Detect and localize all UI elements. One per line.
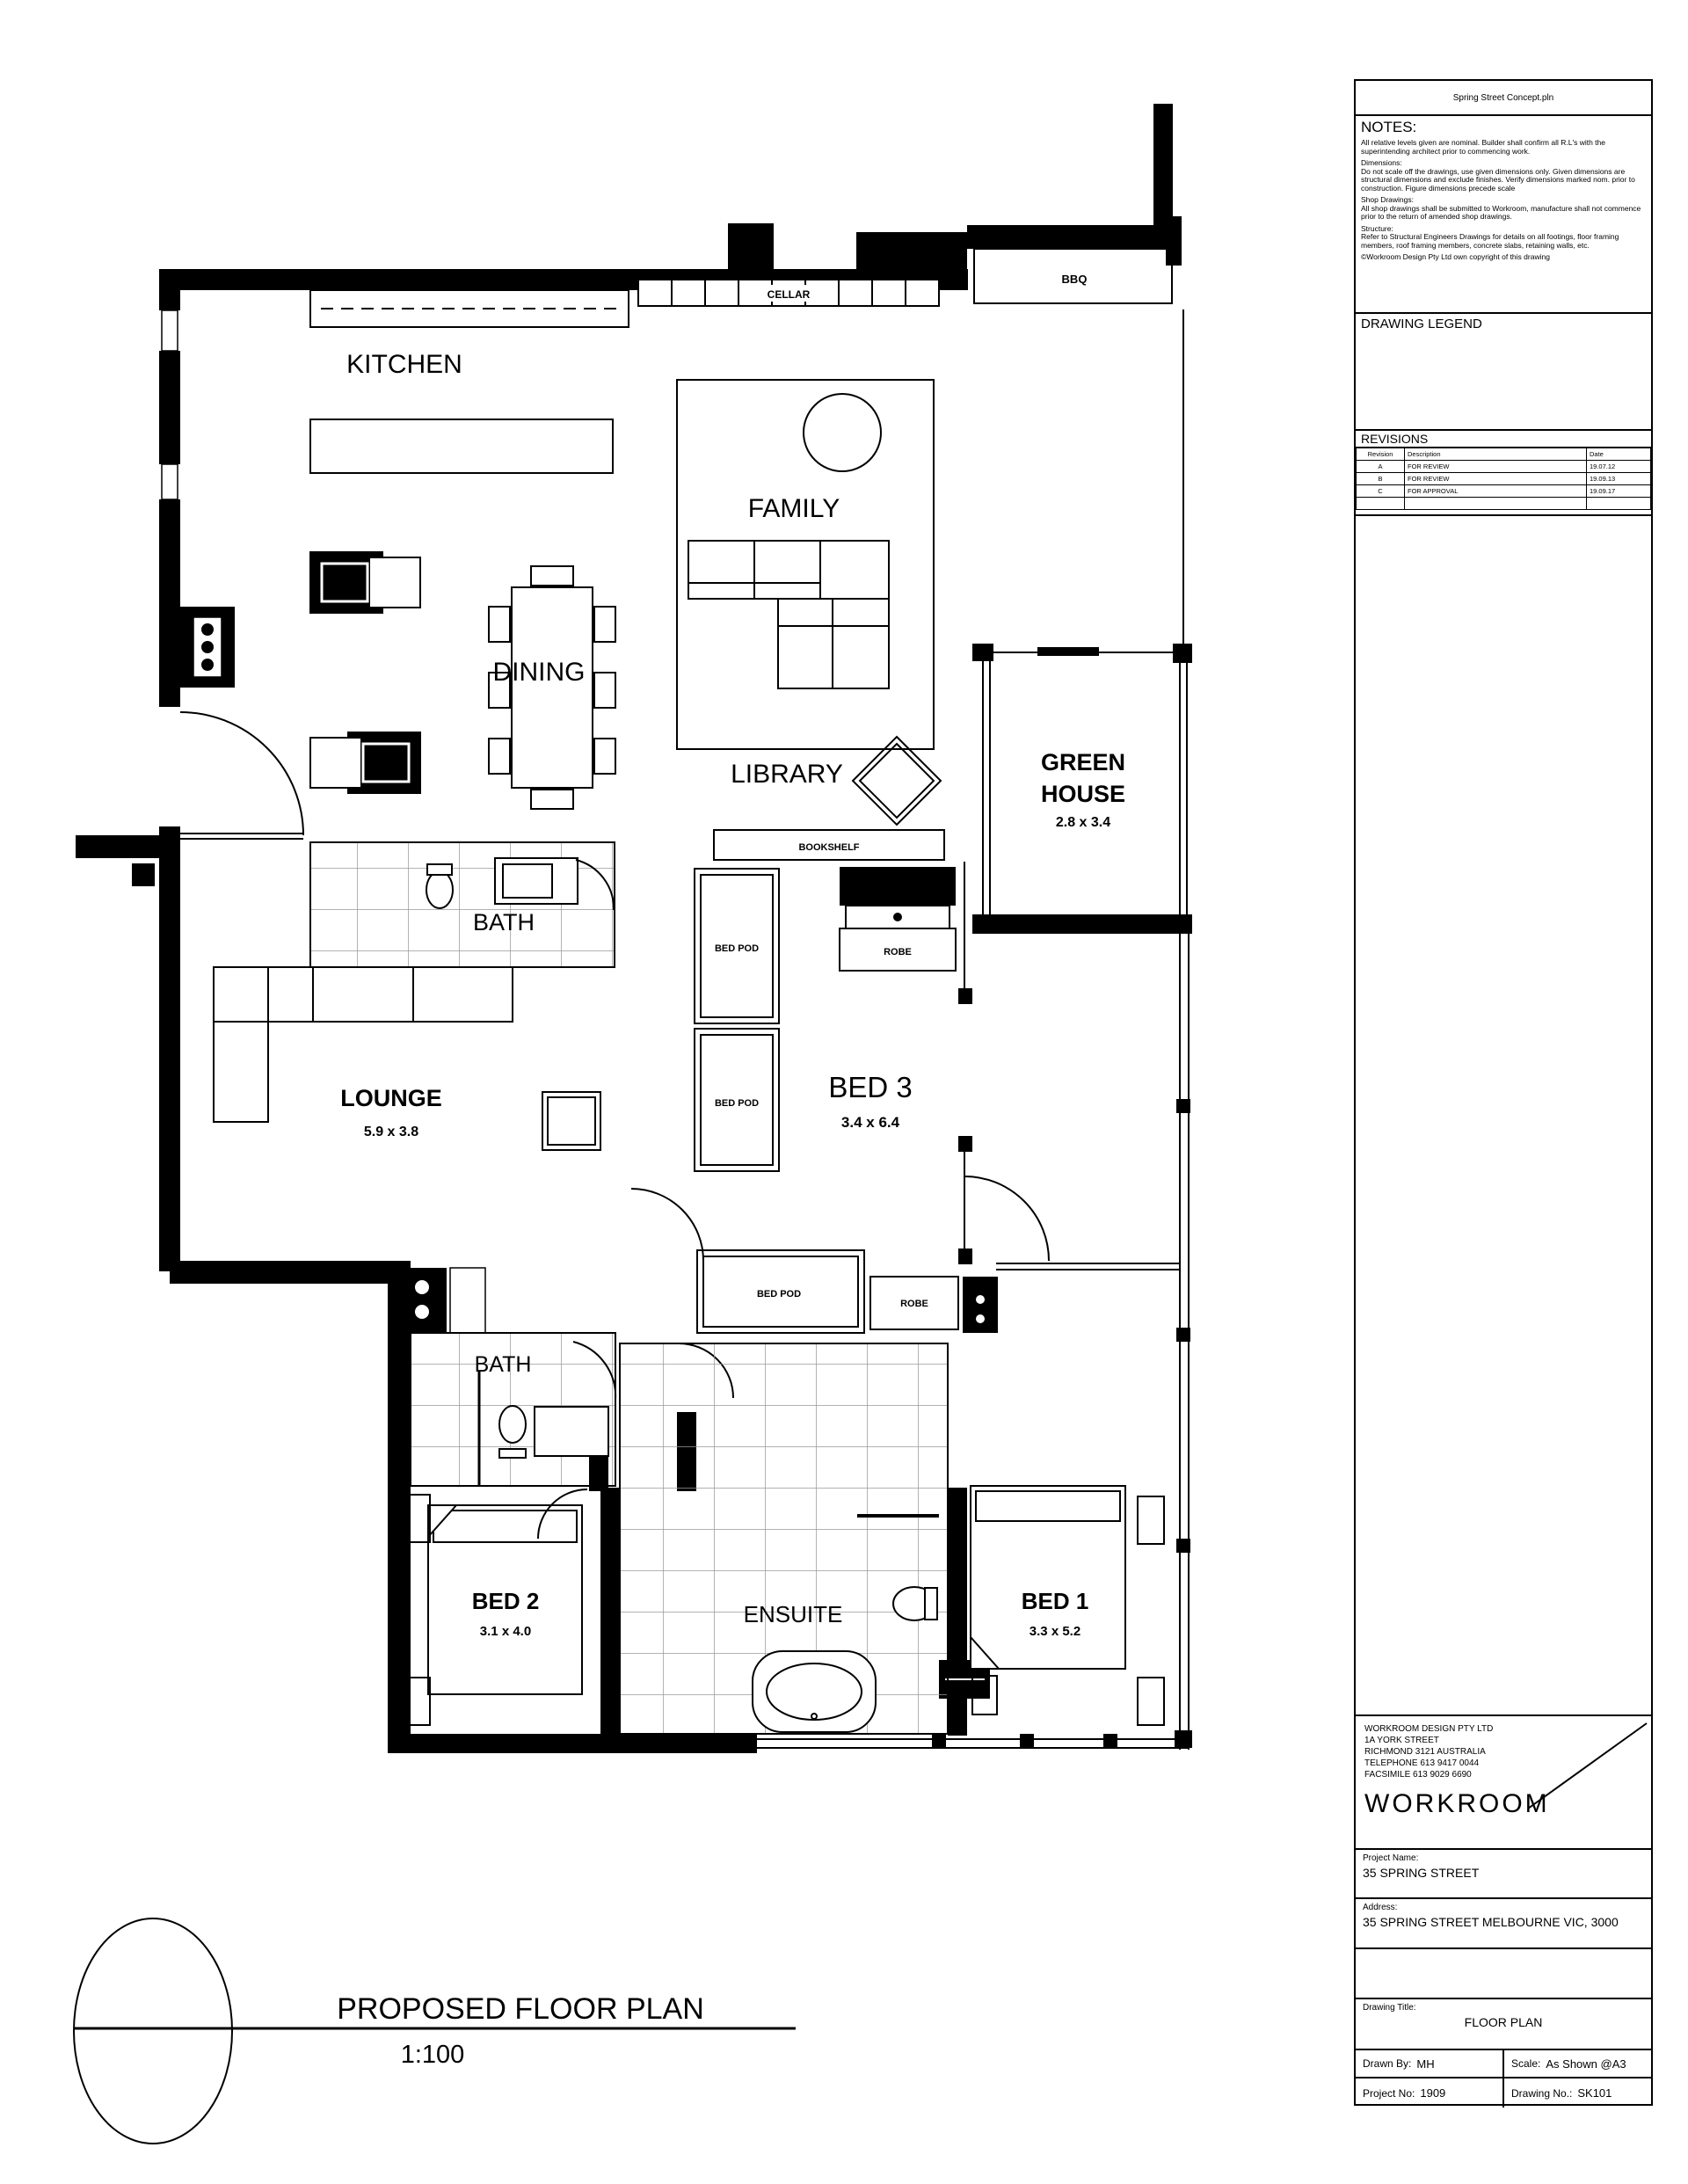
revisions-table	[1356, 448, 1651, 510]
room-dims-bed1: 3.3 x 5.2	[1029, 1624, 1081, 1639]
revisions-section	[1356, 431, 1651, 516]
laundry-unit	[397, 1268, 447, 1333]
project-drawing-no-row	[1356, 2078, 1651, 2108]
lower-robe-cabinet	[963, 1277, 998, 1333]
side-table	[542, 1092, 600, 1150]
revision-description	[1405, 498, 1587, 510]
room-label-bed2: BED 2	[471, 1588, 540, 1614]
notes-section	[1356, 116, 1651, 314]
bedside-table	[1138, 1678, 1164, 1725]
company-name: WORKROOM DESIGN PTY LTD	[1364, 1724, 1494, 1734]
drawn-by-label: Drawn By:	[1363, 2057, 1412, 2070]
revisions-heading: REVISIONS	[1356, 431, 1651, 448]
company-street: 1A YORK STREET	[1364, 1736, 1439, 1745]
linework	[180, 249, 1192, 1750]
revision-id	[1357, 498, 1405, 510]
glazing-mullion	[1103, 1734, 1117, 1748]
table-row	[1357, 461, 1651, 473]
project-name-label: Project Name:	[1363, 1853, 1419, 1863]
project-no-cell	[1356, 2078, 1502, 2108]
title-block-header	[1356, 81, 1651, 116]
notes-heading: NOTES:	[1361, 119, 1417, 135]
room-label-family: FAMILY	[747, 494, 840, 523]
lounge-sofa	[214, 967, 513, 1022]
flue-wall	[1153, 104, 1173, 227]
revision-description: FOR APPROVAL	[1405, 485, 1587, 498]
room-label-bed1: BED 1	[1021, 1588, 1089, 1614]
family-rug	[804, 394, 881, 471]
title-block-spacer-small	[1356, 1949, 1651, 1999]
drawing-title-label: Drawing Title:	[1363, 2003, 1416, 2013]
family-sofa	[688, 541, 889, 599]
notes-subheading: Structure:	[1361, 223, 1393, 233]
room-label-lounge: LOUNGE	[340, 1085, 442, 1111]
revisions-col-description: Description	[1405, 448, 1587, 461]
revision-date	[1587, 498, 1651, 510]
table-row	[1357, 485, 1651, 498]
table-row	[1357, 473, 1651, 485]
notes-subheading: Dimensions:	[1361, 158, 1402, 168]
revisions-col-date: Date	[1587, 448, 1651, 461]
title-block-spacer	[1356, 516, 1651, 1716]
fixture-label-bbq: BBQ	[1061, 273, 1088, 286]
caption-title: PROPOSED FLOOR PLAN	[337, 1992, 704, 2026]
notes-paragraph: All relative levels given are nominal. Builder shall confirm all R.L's with the superintending architect prior to commencing work.	[1361, 138, 1605, 156]
glazing-mullion	[932, 1734, 946, 1748]
revision-description: FOR REVIEW	[1405, 473, 1587, 485]
drawn-scale-row	[1356, 2050, 1651, 2078]
bed1-bed	[971, 1486, 1125, 1669]
notes-paragraph: Do not scale off the drawings, use given dimensions only. Given dimensions are structural dimensions and exclude finishes. Verify dimensions marked nom. prior to construction. Figure dimensions precede scale	[1361, 166, 1635, 193]
address-section	[1356, 1899, 1651, 1949]
scale-value: As Shown @A3	[1546, 2057, 1626, 2071]
drawing-no-value: SK101	[1577, 2086, 1612, 2100]
room-label-bath-upper: BATH	[472, 909, 535, 935]
scale-label: Scale:	[1511, 2057, 1541, 2070]
room-label-greenhouse-2: HOUSE	[1040, 781, 1126, 807]
lounge-left-wall	[159, 826, 180, 1271]
project-no-label: Project No:	[1363, 2086, 1415, 2100]
glazing-mullion	[1020, 1734, 1034, 1748]
fixture-label-bedpod-1: BED POD	[714, 943, 760, 954]
room-dims-greenhouse: 2.8 x 3.4	[1055, 815, 1111, 830]
bbq-wall	[967, 225, 1178, 249]
company-telephone: TELEPHONE 613 9417 0044	[1364, 1758, 1480, 1768]
toilet	[426, 871, 453, 908]
drawing-no-cell	[1502, 2078, 1651, 2108]
door-swing	[964, 1176, 1049, 1261]
revision-date: 19.07.12	[1587, 461, 1651, 473]
notes-copyright: ©Workroom Design Pty Ltd own copyright of this drawing	[1361, 252, 1550, 262]
family-room	[677, 380, 934, 749]
door-swing	[538, 1489, 587, 1539]
address-value: 35 SPRING STREET MELBOURNE VIC, 3000	[1363, 1915, 1619, 1929]
fixture-label-cellar: CELLAR	[767, 288, 811, 301]
fixture-label-bedpod-3: BED POD	[756, 1289, 802, 1299]
revisions-col-revision: Revision	[1357, 448, 1405, 461]
drawing-title-section	[1356, 1999, 1651, 2050]
drawn-by-value: MH	[1416, 2057, 1435, 2071]
toilet	[499, 1406, 526, 1443]
entry-door-swing	[180, 712, 303, 835]
caption-bubble	[74, 1918, 232, 2144]
armchairs	[309, 551, 421, 794]
table-row	[1357, 498, 1651, 510]
drawing-no-label: Drawing No.:	[1511, 2086, 1573, 2100]
company-section	[1356, 1716, 1651, 1850]
company-city: RICHMOND 3121 AUSTRALIA	[1364, 1747, 1486, 1757]
caption-scale: 1:100	[400, 2041, 465, 2069]
bed3-robe-unit	[840, 867, 956, 906]
dining-table	[512, 587, 593, 788]
room-label-kitchen: KITCHEN	[346, 350, 462, 379]
room-dims-lounge: 5.9 x 3.8	[363, 1125, 419, 1139]
fixture-label-robe-1: ROBE	[884, 947, 912, 957]
greenhouse-bottom-wall	[972, 914, 1192, 934]
room-dims-bed3: 3.4 x 6.4	[840, 1114, 900, 1131]
address-label: Address:	[1363, 1903, 1398, 1912]
entry-step	[76, 835, 174, 858]
room-dims-bed2: 3.1 x 4.0	[479, 1624, 532, 1639]
title-block	[1354, 79, 1653, 2106]
chimney-block	[728, 223, 774, 271]
room-label-bed3: BED 3	[828, 1071, 913, 1103]
room-label-greenhouse-1: GREEN	[1040, 749, 1126, 775]
revision-date: 19.09.17	[1587, 485, 1651, 498]
drawing-title-value: FLOOR PLAN	[1464, 2015, 1543, 2029]
revision-id: B	[1357, 473, 1405, 485]
fixture-label-bookshelf: BOOKSHELF	[798, 842, 860, 853]
fixture-label-bedpod-2: BED POD	[714, 1098, 760, 1109]
revision-id: C	[1357, 485, 1405, 498]
scale-cell	[1502, 2050, 1651, 2077]
lounge-bottom-wall	[170, 1261, 411, 1284]
company-facsimile: FACSIMILE 613 9029 6690	[1364, 1770, 1472, 1780]
notes-subheading: Shop Drawings:	[1361, 195, 1415, 205]
room-label-ensuite: ENSUITE	[743, 1601, 843, 1627]
workroom-logo: WORKROOM	[1364, 1789, 1550, 1818]
kitchen-island	[310, 419, 613, 473]
revision-id: A	[1357, 461, 1405, 473]
project-name-section	[1356, 1850, 1651, 1899]
drawn-by-cell	[1356, 2050, 1502, 2077]
drawing-legend-section	[1356, 314, 1651, 431]
room-label-dining: DINING	[492, 658, 586, 687]
revisions-header-row	[1357, 448, 1651, 461]
project-no-value: 1909	[1420, 2086, 1446, 2100]
revision-description: FOR REVIEW	[1405, 461, 1587, 473]
room-label-library: LIBRARY	[731, 760, 843, 789]
bed2-ensuite-wall	[600, 1488, 620, 1736]
bottom-wall	[388, 1734, 757, 1753]
revision-date: 19.09.13	[1587, 473, 1651, 485]
fixture-label-robe-2: ROBE	[900, 1299, 928, 1309]
vanity	[535, 1407, 608, 1456]
door-swing	[631, 1189, 703, 1261]
project-name-value: 35 SPRING STREET	[1363, 1866, 1480, 1880]
bbq-bench-block	[856, 232, 967, 271]
bedside-table	[1138, 1496, 1164, 1544]
drawing-legend-heading: DRAWING LEGEND	[1361, 317, 1482, 331]
plan-caption	[74, 1918, 796, 2144]
room-label-bath-lower: BATH	[474, 1352, 532, 1377]
logo-diagonal-line	[1519, 1716, 1651, 1813]
file-name: Spring Street Concept.pln	[1452, 92, 1554, 103]
notes-paragraph: Refer to Structural Engineers Drawings for details on all footings, floor framing members, roof framing members, concrete slabs, retaining walls, etc.	[1361, 232, 1619, 250]
notes-paragraph: All shop drawings shall be submitted to Workroom, manufacture shall not commence prior to the return of amended shop drawings.	[1361, 203, 1641, 222]
